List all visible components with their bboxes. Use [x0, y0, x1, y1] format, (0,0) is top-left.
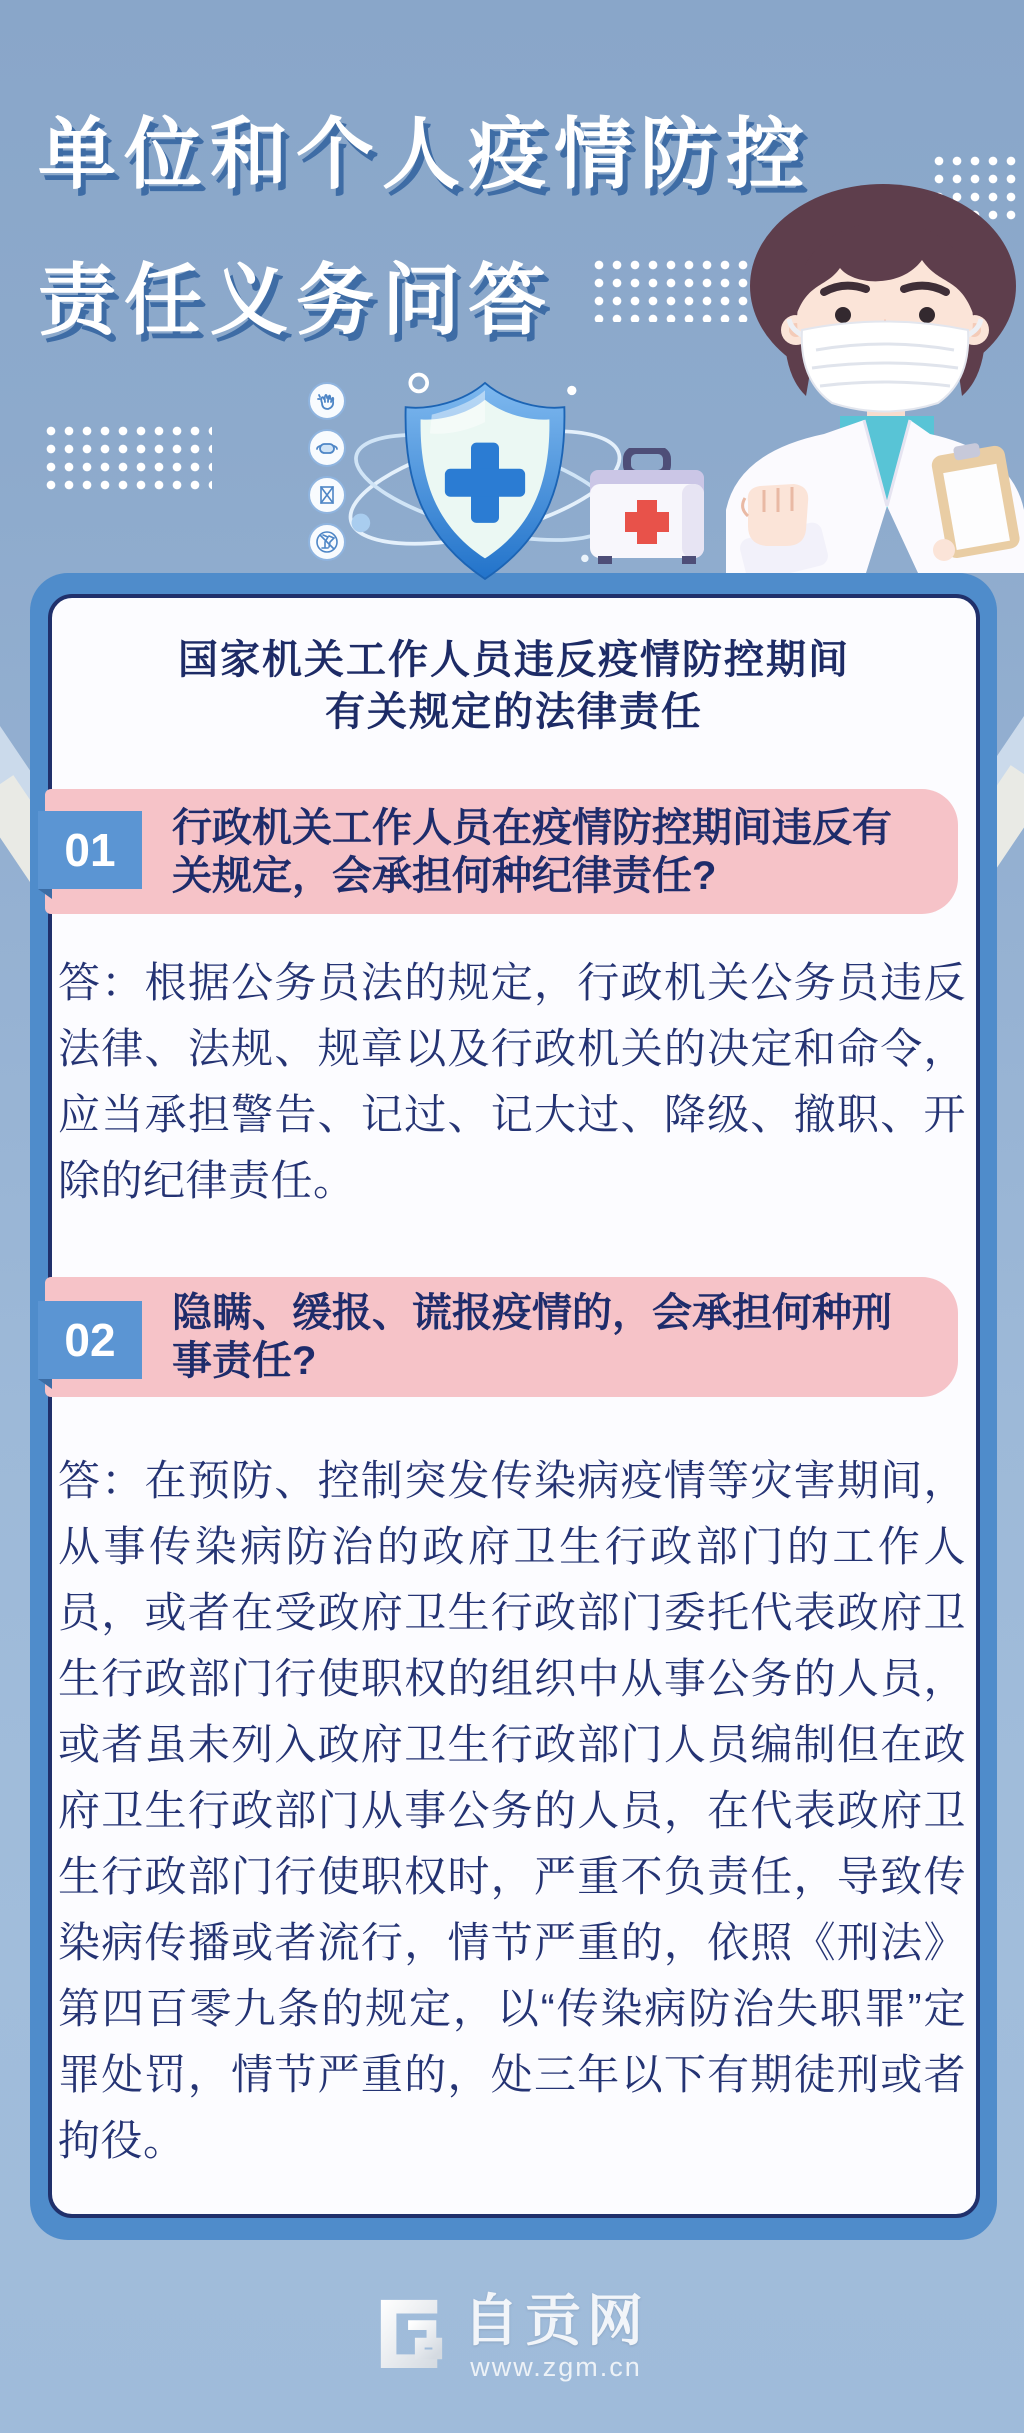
- dots-pattern: [42, 422, 212, 490]
- question-2-number-badge: 02: [38, 1301, 142, 1379]
- card-heading-line-2: 有关规定的法律责任: [325, 690, 703, 734]
- poster-title-line-1: 单位和个人疫情防控: [38, 110, 813, 198]
- poster-title-line-2: 责任义务问答: [38, 256, 555, 344]
- site-url: www.zgm.cn: [470, 2352, 642, 2382]
- question-1-text: 行政机关工作人员在疫情防控期间违反有关规定，会承担何种纪律责任?: [172, 805, 892, 898]
- qa-card: [30, 573, 997, 2240]
- answer-2-text: 答：在预防、控制突发传染病疫情等灾害期间，从事传染病防治的政府卫生行政部门的工作人员，或者在受政府卫生行政部门委托代表政府卫生行政部门行使职权的组织中从事公务的人员，或者虽未列入政府卫生行政部门人员编制但在政府卫生行政部门从事公务的人员，在代表政府卫生行政部门行使职权时，严重不负责任，导致传染病传播或者流行，情节严重的，依照《刑法》第四百零九条的规定，以“传染病防治失职罪”定罪处罚，情节严重的，处三年以下有期徒刑或者拘役。: [58, 1457, 966, 2164]
- question-box-2: [45, 1277, 958, 1397]
- question-2-text: 隐瞒、缓报、谎报疫情的，会承担何种刑事责任?: [172, 1291, 892, 1383]
- first-aid-kit-icon: [582, 448, 712, 571]
- card-heading: [52, 634, 976, 738]
- site-logo-icon: [375, 2292, 447, 2370]
- question-1-number-badge: 01: [38, 811, 142, 889]
- site-logo: [375, 2289, 649, 2383]
- card-heading-line-1: 国家机关工作人员违反疫情防控期间: [178, 638, 850, 682]
- qa-card-inner: [48, 594, 980, 2218]
- doctor-illustration: [690, 158, 1024, 578]
- question-box-1: [45, 789, 958, 914]
- answer-1-text: 答：根据公务员法的规定，行政机关公务员违反法律、法规、规章以及行政机关的决定和命令，应当承担警告、记过、记大过、降级、撤职、开除的纪律责任。: [58, 959, 966, 1204]
- site-name: 自贡网: [463, 2289, 649, 2352]
